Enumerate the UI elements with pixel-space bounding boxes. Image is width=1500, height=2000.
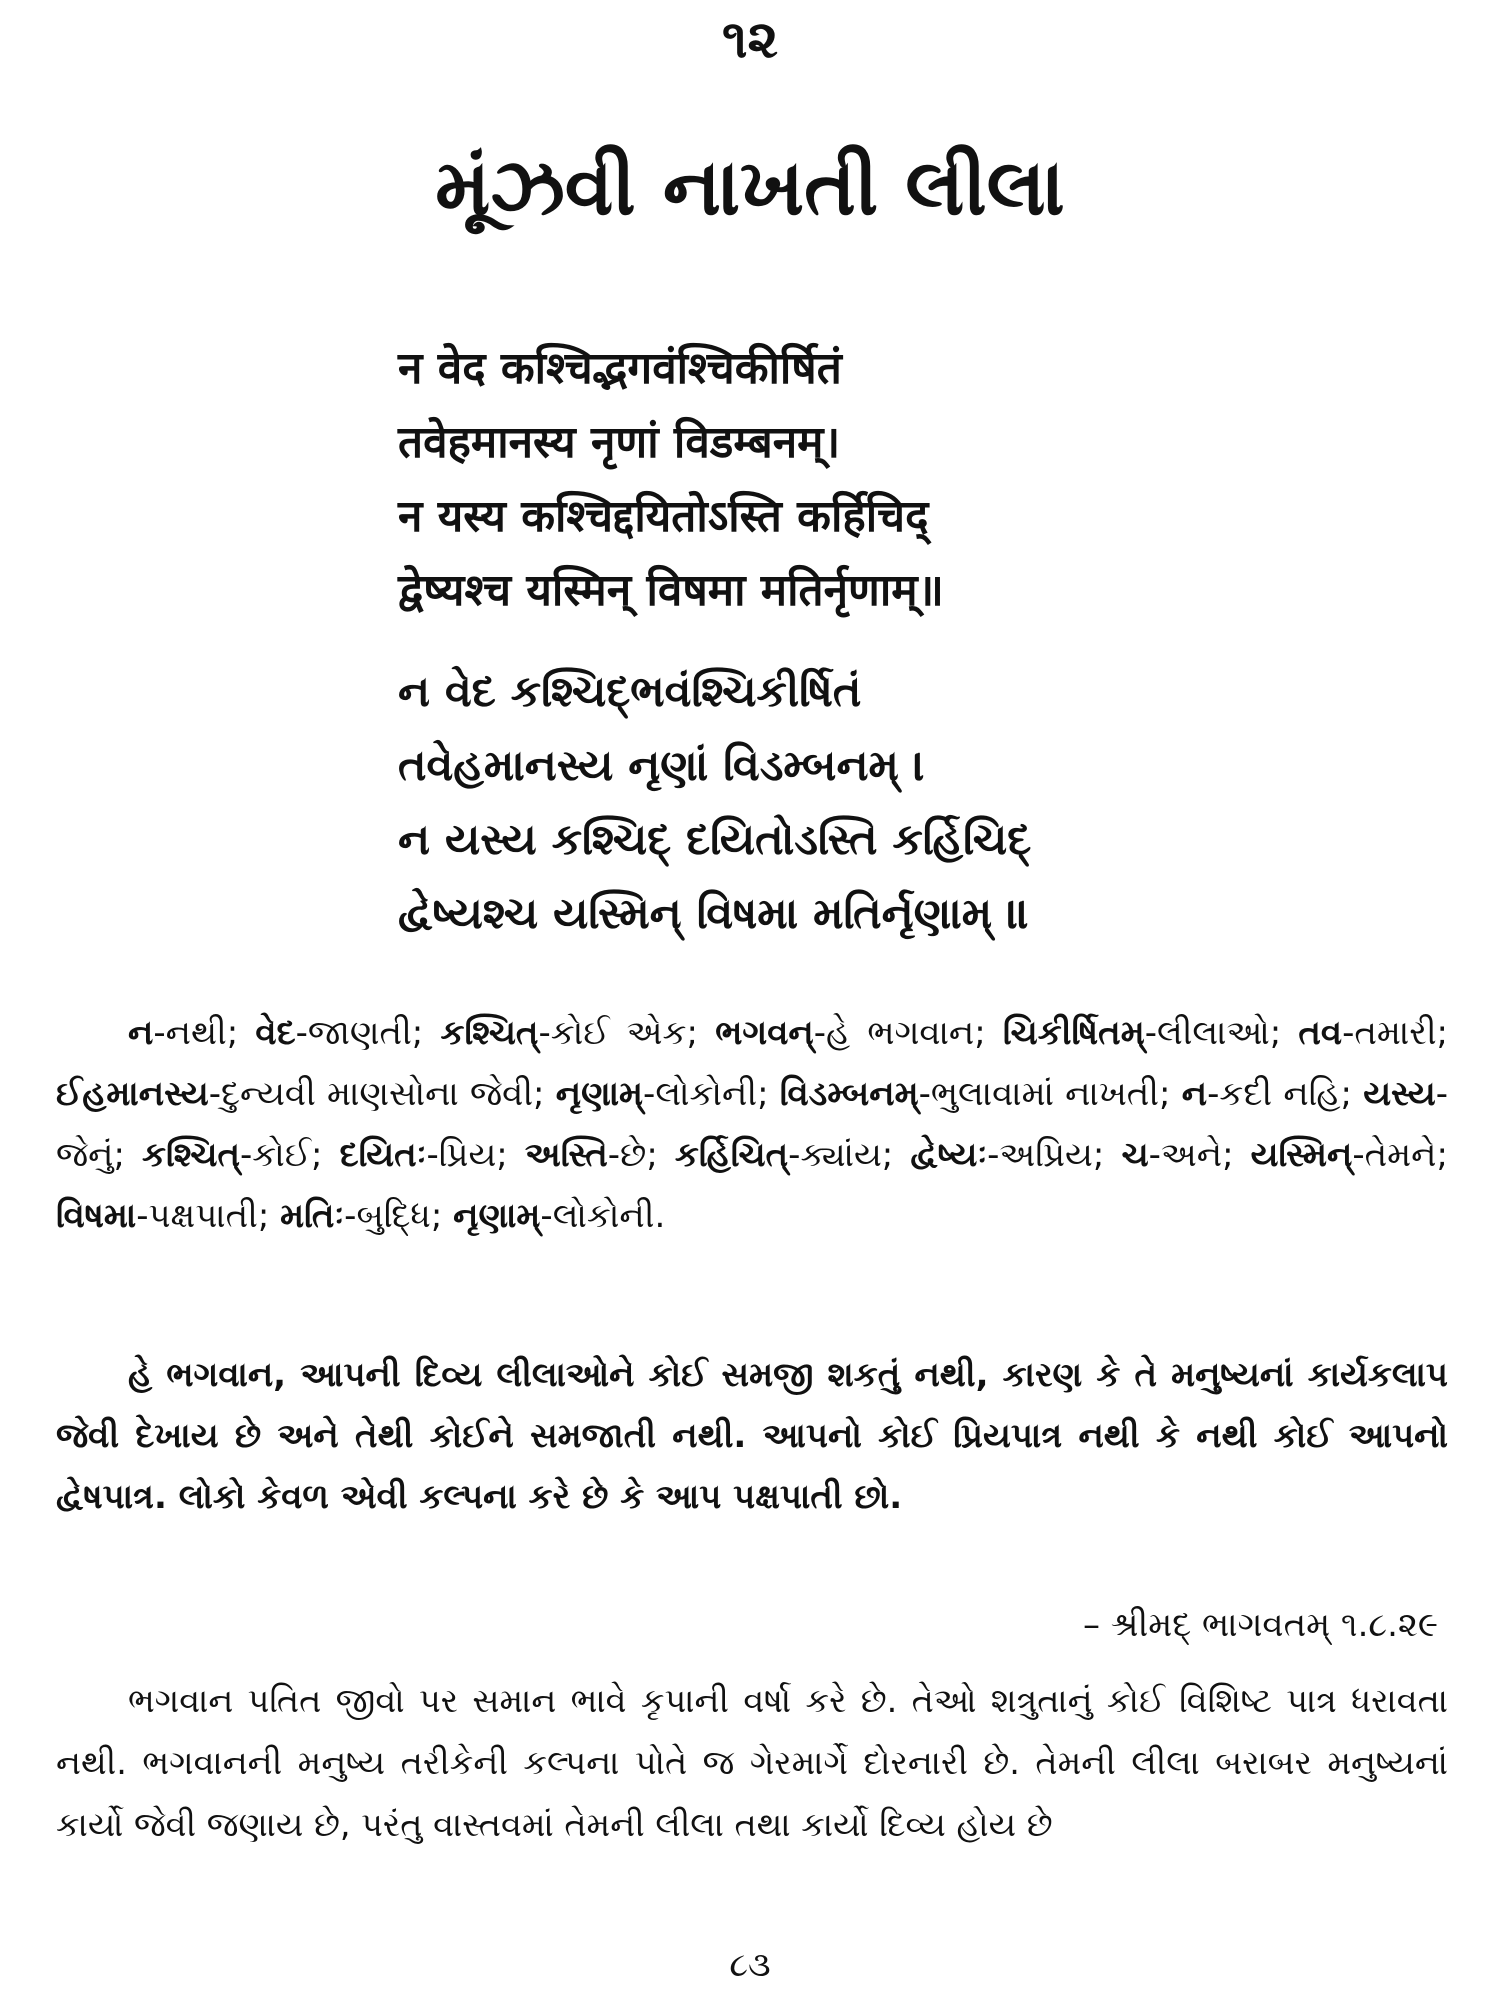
verse-line: न वेद कश्चिद्भगवंश्चिकीर्षितं bbox=[398, 343, 842, 394]
page-number: ૮૩ bbox=[729, 1945, 771, 1985]
glossary-meaning: -જેનું; bbox=[56, 1074, 1449, 1175]
scripture-citation: – શ્રીમદ્ ભાગવતમ્ ૧.૮.૨૯ bbox=[1082, 1605, 1438, 1645]
chapter-number: ૧૨ bbox=[721, 10, 778, 70]
glossary-term: ભગવન્ bbox=[715, 1013, 814, 1053]
glossary-term: દયિતઃ bbox=[339, 1135, 427, 1175]
glossary-term: વિષમા bbox=[56, 1196, 137, 1236]
glossary-meaning: -પ્રિય; bbox=[426, 1135, 525, 1175]
glossary-term: દ્વેષ્યઃ bbox=[910, 1135, 988, 1175]
glossary-term: કશ્ચિત્ bbox=[440, 1013, 539, 1053]
glossary-term: યસ્ય bbox=[1363, 1074, 1436, 1114]
glossary-term: ચિકીર્ષિતમ્ bbox=[1002, 1013, 1145, 1053]
verse-devanagari bbox=[398, 332, 1478, 628]
chapter-title: મૂંઝવી નાખતી લીલા bbox=[435, 143, 1065, 233]
purport-paragraph: ભગવાન પતિત જીવો પર સમાન ભાવે કૃપાની વર્ષા કરે છે. તેઓ શત્રુતાનું કોઈ વિશિષ્ટ પાત્ર ધરાવતા નથી. ભગવાનની મનુષ્ય તરીકેની કલ્પના પોતે જ ગેરમાર્ગે દોરનારી છે. તેમની લીલા બરાબર મનુષ્યનાં કાર્યો જેવી જણાય છે, પરંતુ વાસ્તવમાં તેમની લીલા તથા કાર્યો દિવ્ય હોય છે bbox=[56, 1681, 1448, 1844]
glossary-meaning: -કોઈ એક; bbox=[538, 1013, 716, 1053]
glossary-meaning: -ક્યાંય; bbox=[788, 1135, 911, 1175]
glossary-meaning: -તેમને; bbox=[1352, 1135, 1448, 1175]
glossary-term: ન bbox=[1181, 1074, 1208, 1114]
glossary-term: વિડમ્બનમ્ bbox=[779, 1074, 919, 1114]
glossary-meaning: -લોકોની. bbox=[540, 1196, 666, 1236]
word-glossary bbox=[56, 1003, 1448, 1247]
glossary-term: ન bbox=[128, 1013, 154, 1053]
glossary-meaning: -નથી; bbox=[153, 1013, 256, 1053]
glossary-meaning: -ભુલાવામાં નાખતી; bbox=[918, 1074, 1182, 1114]
glossary-term: કશ્ચિત્ bbox=[142, 1135, 241, 1175]
glossary-meaning: -અને; bbox=[1148, 1135, 1251, 1175]
glossary-meaning: -બુદ્ધિ; bbox=[344, 1196, 454, 1236]
glossary-meaning: -અપ્રિય; bbox=[987, 1135, 1122, 1175]
glossary-meaning: -જાણતી; bbox=[295, 1013, 441, 1053]
glossary-meaning: -લોકોની; bbox=[643, 1074, 780, 1114]
glossary-meaning: -કોઈ; bbox=[240, 1135, 340, 1175]
glossary-term: અસ્તિ bbox=[524, 1135, 608, 1175]
glossary-term: યસ્મિન્ bbox=[1250, 1135, 1353, 1175]
verse-line: દ્વેષ્યશ્ચ યસ્મિન્ વિષમા મતિર્નૃણામ્ ॥ bbox=[398, 889, 1030, 939]
glossary-meaning: -પક્ષપાતી; bbox=[136, 1196, 281, 1236]
glossary-term: તવ bbox=[1298, 1013, 1343, 1053]
glossary-term: મતિઃ bbox=[280, 1196, 345, 1236]
glossary-term: ચ bbox=[1121, 1135, 1149, 1175]
glossary-meaning: -લીલાઓ; bbox=[1144, 1013, 1299, 1053]
glossary-meaning: -કદી નહિ; bbox=[1207, 1074, 1364, 1114]
verse-line: तवेहमानस्य नृणां विडम्बनम्। bbox=[398, 417, 841, 468]
verse-line: न यस्य कश्चिद्दयितोऽस्ति कर्हिचिद् bbox=[398, 491, 929, 542]
glossary-meaning: -છે; bbox=[607, 1135, 675, 1175]
glossary-meaning: -દુન્યવી માણસોના જેવી; bbox=[208, 1074, 556, 1114]
glossary-term: નૃણામ્ bbox=[555, 1074, 644, 1114]
verse-gujarati-transliteration bbox=[398, 655, 1478, 951]
glossary-term: ઈહમાનસ્ય bbox=[56, 1074, 209, 1114]
verse-translation: હે ભગવાન, આપની દિવ્ય લીલાઓને કોઈ સમજી શકતું નથી, કારણ કે તે મનુષ્યનાં કાર્યકલાપ જેવી દેખાય છે અને તેથી કોઈને સમજાતી નથી. આપનો કોઈ પ્રિયપાત્ર નથી કે નથી કોઈ આપનો દ્વેષપાત્ર. લોકો કેવળ એવી કલ્પના કરે છે કે આપ પક્ષપાતી છો. bbox=[56, 1355, 1448, 1517]
verse-line: તવેહમાનસ્ય નૃણાં વિડમ્બનમ્ । bbox=[398, 741, 926, 791]
glossary-meaning: -તમારી; bbox=[1342, 1013, 1448, 1053]
glossary-meaning: -હે ભગવાન; bbox=[813, 1013, 1003, 1053]
verse-line: द्वेष्यश्च यस्मिन् विषमा मतिर्नृणाम्॥ bbox=[398, 565, 944, 616]
verse-line: ન યસ્ય કશ્ચિદ્ દયિતોડસ્તિ કર્હિચિદ્ bbox=[398, 815, 1032, 865]
glossary-term: કર્હિચિત્ bbox=[674, 1135, 789, 1175]
glossary-term: વેદ bbox=[255, 1013, 296, 1053]
verse-line: ન વેદ કશ્ચિદ્ભવંશ્ચિકીર્ષિતં bbox=[398, 667, 862, 717]
glossary-term: નૃણામ્ bbox=[453, 1196, 541, 1236]
